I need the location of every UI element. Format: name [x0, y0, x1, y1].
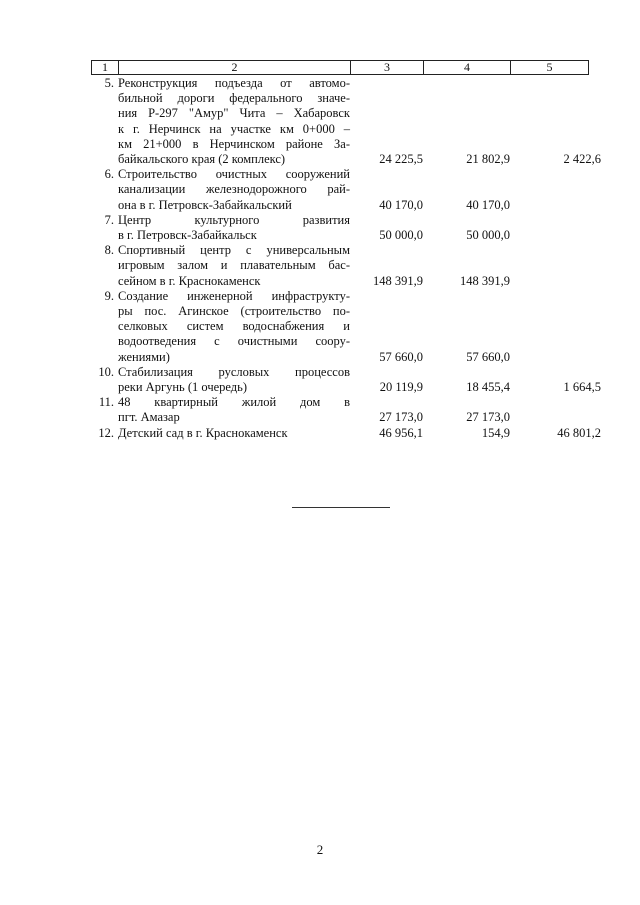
row-name	[118, 243, 350, 289]
value-col-3: 46 956,1	[379, 425, 423, 440]
row-name	[118, 395, 350, 425]
table-row	[91, 365, 601, 395]
row-name-line: в г. Петровск-Забайкальск	[118, 228, 257, 243]
row-name-line: 48 квартирный жилой дом в	[118, 395, 350, 410]
row-name-line: Строительство очистных сооружений	[118, 167, 350, 182]
value-col-3: 24 225,5	[379, 152, 423, 167]
value-col-3: 50 000,0	[379, 228, 423, 243]
row-name	[118, 167, 350, 213]
row-name	[118, 289, 350, 365]
row-name	[118, 426, 350, 441]
row-name-line: Центр культурного развития	[118, 212, 350, 227]
header-col-4: 4	[424, 61, 511, 74]
row-name-line: ры пос. Агинское (строительство по-	[118, 304, 350, 319]
row-name-line: Создание инженерной инфраструкту-	[118, 288, 350, 303]
row-name-line: бильной дороги федерального значе-	[118, 91, 350, 106]
value-col-3: 27 173,0	[379, 410, 423, 425]
row-name-line: канализации железнодорожного рай-	[118, 182, 350, 197]
row-name-line: селковых систем водоснабжения и	[118, 319, 350, 334]
table-row	[91, 76, 601, 167]
table-row	[91, 213, 601, 243]
row-name-line: сейном в г. Краснокаменск	[118, 273, 261, 288]
row-name-line: пгт. Амазар	[118, 410, 180, 425]
row-name-line: байкальского края (2 комплекс)	[118, 152, 286, 167]
row-name	[118, 76, 350, 167]
value-col-3: 40 170,0	[379, 197, 423, 212]
row-number: 8.	[104, 243, 114, 258]
header-col-1: 1	[92, 61, 119, 74]
divider-line	[292, 507, 390, 508]
table-row	[91, 289, 601, 365]
row-name-line: игровым залом и плавательным бас-	[118, 258, 350, 273]
value-col-4: 148 391,9	[460, 273, 510, 288]
table-header	[91, 60, 589, 75]
row-number: 7.	[104, 212, 114, 227]
table-row	[91, 395, 601, 425]
value-col-4: 154,9	[481, 425, 510, 440]
row-name	[118, 365, 350, 395]
table-row	[91, 243, 601, 289]
row-name	[118, 213, 350, 243]
row-name-line: жениями)	[118, 349, 170, 364]
value-col-3: 57 660,0	[379, 349, 423, 364]
value-col-4: 27 173,0	[466, 410, 510, 425]
row-name-line: Детский сад в г. Краснокаменск	[118, 425, 288, 440]
row-name-line: Стабилизация русловых процессов	[118, 364, 350, 379]
table-body	[91, 76, 601, 441]
header-col-5: 5	[546, 60, 553, 74]
value-col-4: 57 660,0	[466, 349, 510, 364]
table-row	[91, 426, 601, 441]
row-name-line: Спортивный центр с универсальным	[118, 243, 350, 258]
row-number: 11.	[98, 395, 114, 410]
row-name-line: она в г. Петровск-Забайкальский	[118, 197, 292, 212]
row-name-line: к г. Нерчинск на участке км 0+000 –	[118, 121, 350, 136]
value-col-4: 18 455,4	[466, 380, 510, 395]
value-col-3: 148 391,9	[373, 273, 423, 288]
value-col-5: 46 801,2	[557, 425, 601, 440]
row-number: 9.	[104, 288, 114, 303]
value-col-4: 40 170,0	[466, 197, 510, 212]
value-col-4: 50 000,0	[466, 228, 510, 243]
row-number: 5.	[104, 76, 114, 90]
row-name-line: реки Аргунь (1 очередь)	[118, 380, 248, 395]
value-col-4: 21 802,9	[466, 152, 510, 167]
row-number: 12.	[98, 425, 114, 440]
page-number: 2	[316, 842, 324, 857]
header-col-2: 2	[119, 61, 351, 74]
value-col-5: 2 422,6	[563, 152, 601, 167]
value-col-5: 1 664,5	[563, 380, 601, 395]
row-name-line: Реконструкция подъезда от автомо-	[118, 76, 350, 90]
row-number: 6.	[104, 167, 114, 182]
row-name-line: ния Р-297 "Амур" Чита – Хабаровск	[118, 106, 350, 121]
row-number: 10.	[98, 364, 114, 379]
row-name-line: км 21+000 в Нерчинском районе За-	[118, 136, 350, 151]
table-row	[91, 167, 601, 213]
value-col-3: 20 119,9	[379, 380, 423, 395]
header-col-3: 3	[351, 61, 424, 74]
row-name-line: водоотведения с очистными соору-	[118, 334, 350, 349]
